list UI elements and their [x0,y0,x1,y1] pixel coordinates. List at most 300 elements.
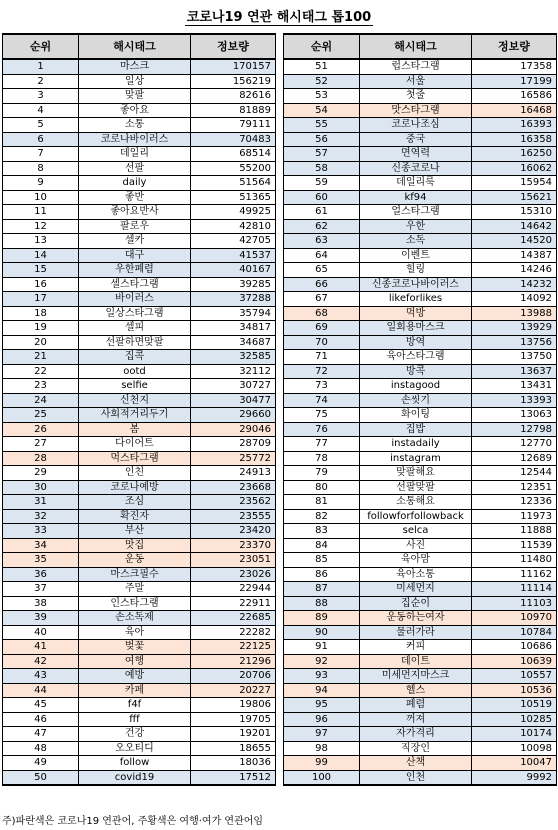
cell-tag: 건강 [79,727,191,742]
cell-tag: 방콕 [360,364,472,379]
table-row [3,727,276,742]
cell-count: 34817 [191,321,276,336]
cell-tag: followforfollowback [360,509,472,524]
cell-rank: 7 [3,147,79,162]
cell-count: 13988 [472,306,557,321]
cell-rank: 86 [284,567,360,582]
cell-count: 51564 [191,176,276,191]
cell-rank: 51 [284,59,360,74]
table-row [284,292,557,307]
cell-rank: 80 [284,480,360,495]
cell-count: 19705 [191,712,276,727]
cell-rank: 17 [3,292,79,307]
cell-tag: f4f [79,698,191,713]
cell-count: 17199 [472,74,557,89]
table-row [3,263,276,278]
cell-count: 10557 [472,669,557,684]
table-row [284,524,557,539]
cell-tag: 헬스 [360,683,472,698]
cell-rank: 39 [3,611,79,626]
table-row [3,118,276,133]
cell-tag: 카페 [79,683,191,698]
table-row [284,263,557,278]
cell-count: 11973 [472,509,557,524]
cell-count: 17512 [191,770,276,785]
cell-rank: 84 [284,538,360,553]
cell-count: 81889 [191,103,276,118]
cell-count: 11162 [472,567,557,582]
cell-count: 51365 [191,190,276,205]
cell-rank: 75 [284,408,360,423]
cell-tag: 일상스타그램 [79,306,191,321]
table-row [284,712,557,727]
table-row [284,669,557,684]
table-row [3,335,276,350]
cell-rank: 40 [3,625,79,640]
table-row [284,654,557,669]
table-row [3,437,276,452]
cell-tag: 인천 [360,770,472,785]
cell-tag: 데일리룩 [360,176,472,191]
cell-count: 10784 [472,625,557,640]
cell-tag: 선팔 [79,161,191,176]
table-row [3,698,276,713]
cell-rank: 100 [284,770,360,785]
cell-tag: 벚꽃 [79,640,191,655]
table-row [3,596,276,611]
cell-count: 14092 [472,292,557,307]
table-row [284,306,557,321]
cell-rank: 22 [3,364,79,379]
cell-rank: 2 [3,74,79,89]
table-row [284,553,557,568]
cell-rank: 27 [3,437,79,452]
cell-count: 23370 [191,538,276,553]
cell-count: 10285 [472,712,557,727]
table-row [3,611,276,626]
cell-count: 14246 [472,263,557,278]
header-tag: 해시태그 [79,34,191,59]
table-row [284,205,557,220]
cell-count: 15954 [472,176,557,191]
table-row [284,234,557,249]
cell-tag: ootd [79,364,191,379]
table-row [3,451,276,466]
cell-tag: 데이트 [360,654,472,669]
cell-count: 12544 [472,466,557,481]
table-row [3,712,276,727]
cell-rank: 93 [284,669,360,684]
table-row [3,292,276,307]
cell-count: 11114 [472,582,557,597]
cell-tag: 운동하는여자 [360,611,472,626]
table-row [284,451,557,466]
cell-count: 13637 [472,364,557,379]
cell-rank: 34 [3,538,79,553]
table-row [284,727,557,742]
table-row [284,770,557,785]
cell-tag: 면역력 [360,147,472,162]
cell-tag: 신종코로나 [360,161,472,176]
cell-count: 156219 [191,74,276,89]
cell-count: 82616 [191,89,276,104]
cell-count: 23555 [191,509,276,524]
cell-count: 10519 [472,698,557,713]
cell-rank: 6 [3,132,79,147]
cell-count: 16468 [472,103,557,118]
cell-rank: 56 [284,132,360,147]
cell-count: 22125 [191,640,276,655]
cell-tag: 산책 [360,756,472,771]
table-row [3,176,276,191]
table-row [284,132,557,147]
cell-rank: 47 [3,727,79,742]
cell-rank: 5 [3,118,79,133]
cell-count: 11480 [472,553,557,568]
cell-tag: 운동 [79,553,191,568]
table-row [284,161,557,176]
cell-count: 10686 [472,640,557,655]
cell-tag: 예방 [79,669,191,684]
cell-rank: 33 [3,524,79,539]
cell-rank: 78 [284,451,360,466]
cell-tag: 코로나바이러스 [79,132,191,147]
cell-count: 11888 [472,524,557,539]
cell-tag: 신천지 [79,393,191,408]
cell-tag: 코로나예방 [79,480,191,495]
table-row [284,364,557,379]
cell-count: 12336 [472,495,557,510]
cell-tag: 좋아요반사 [79,205,191,220]
cell-rank: 65 [284,263,360,278]
cell-rank: 96 [284,712,360,727]
table-row [3,103,276,118]
cell-count: 41537 [191,248,276,263]
cell-rank: 49 [3,756,79,771]
table-row [3,654,276,669]
table-header-row [3,34,276,59]
cell-tag: 집콕 [79,350,191,365]
cell-count: 22911 [191,596,276,611]
header-tag: 해시태그 [360,34,472,59]
table-row [3,277,276,292]
table-row [284,480,557,495]
cell-tag: selfie [79,379,191,394]
cell-count: 12770 [472,437,557,452]
cell-count: 16358 [472,132,557,147]
cell-tag: 육아맘 [360,553,472,568]
cell-tag: 팔로우 [79,219,191,234]
cell-rank: 29 [3,466,79,481]
cell-tag: 조심 [79,495,191,510]
cell-rank: 81 [284,495,360,510]
cell-rank: 41 [3,640,79,655]
cell-rank: 79 [284,466,360,481]
cell-tag: 데일리 [79,147,191,162]
table-row [3,161,276,176]
cell-rank: 23 [3,379,79,394]
table-row [3,538,276,553]
cell-count: 18036 [191,756,276,771]
table-row [284,219,557,234]
cell-rank: 3 [3,89,79,104]
cell-rank: 45 [3,698,79,713]
table-row [284,393,557,408]
cell-tag: 이벤트 [360,248,472,263]
cell-count: 29046 [191,422,276,437]
cell-tag: 사진 [360,538,472,553]
cell-count: 10174 [472,727,557,742]
cell-tag: 셀카 [79,234,191,249]
cell-count: 16250 [472,147,557,162]
cell-rank: 38 [3,596,79,611]
cell-tag: instadaily [360,437,472,452]
cell-count: 16062 [472,161,557,176]
table-row [3,89,276,104]
table-row [3,582,276,597]
table-row [284,103,557,118]
table-row [284,582,557,597]
table-row [3,393,276,408]
table-row [284,147,557,162]
cell-count: 21296 [191,654,276,669]
table-row [284,408,557,423]
cell-tag: 신종코로나바이러스 [360,277,472,292]
cell-tag: 소통해요 [360,495,472,510]
cell-tag: 일회용마스크 [360,321,472,336]
cell-count: 68514 [191,147,276,162]
cell-rank: 9 [3,176,79,191]
cell-rank: 90 [284,625,360,640]
table-row [284,350,557,365]
cell-tag: 바이러스 [79,292,191,307]
title-text: 코로나19 연관 해시태그 톱100 [186,10,372,25]
cell-rank: 89 [284,611,360,626]
table-row [3,509,276,524]
cell-count: 37288 [191,292,276,307]
cell-tag: 봄 [79,422,191,437]
cell-rank: 57 [284,147,360,162]
table-row [284,74,557,89]
cell-tag: 선팔맞팔 [360,480,472,495]
cell-count: 35794 [191,306,276,321]
cell-count: 20227 [191,683,276,698]
cell-rank: 62 [284,219,360,234]
table-row [284,422,557,437]
cell-rank: 95 [284,698,360,713]
cell-tag: 좋아요 [79,103,191,118]
cell-count: 10098 [472,741,557,756]
cell-rank: 35 [3,553,79,568]
table-row [3,756,276,771]
table-row [284,379,557,394]
cell-tag: 자가격리 [360,727,472,742]
cell-rank: 50 [3,770,79,785]
table-row [3,466,276,481]
cell-tag: 먹방 [360,306,472,321]
cell-rank: 12 [3,219,79,234]
cell-tag: 확진자 [79,509,191,524]
table-row [284,437,557,452]
cell-count: 29660 [191,408,276,423]
table-row [3,553,276,568]
hashtag-table-left [2,33,276,786]
table-row [3,219,276,234]
cell-rank: 68 [284,306,360,321]
cell-rank: 55 [284,118,360,133]
table-row [284,756,557,771]
cell-rank: 28 [3,451,79,466]
cell-rank: 85 [284,553,360,568]
cell-count: 13393 [472,393,557,408]
cell-tag: instagood [360,379,472,394]
cell-tag: instagram [360,451,472,466]
table-row [3,640,276,655]
table-row [3,495,276,510]
cell-count: 14520 [472,234,557,249]
cell-tag: 부산 [79,524,191,539]
cell-rank: 32 [3,509,79,524]
table-row [284,190,557,205]
cell-count: 25772 [191,451,276,466]
cell-rank: 74 [284,393,360,408]
cell-count: 32112 [191,364,276,379]
cell-tag: 셀스타그램 [79,277,191,292]
cell-count: 14387 [472,248,557,263]
cell-rank: 69 [284,321,360,336]
cell-count: 22282 [191,625,276,640]
table-row [3,350,276,365]
cell-rank: 36 [3,567,79,582]
table-row [284,625,557,640]
table-row [3,147,276,162]
cell-tag: 중국 [360,132,472,147]
cell-count: 10536 [472,683,557,698]
cell-tag: 코로나조심 [360,118,472,133]
table-row [3,379,276,394]
cell-rank: 16 [3,277,79,292]
table-row [284,567,557,582]
cell-rank: 76 [284,422,360,437]
cell-rank: 72 [284,364,360,379]
cell-rank: 48 [3,741,79,756]
table-row [284,59,557,74]
header-count: 정보량 [472,34,557,59]
cell-tag: 소독 [360,234,472,249]
table-row [284,335,557,350]
cell-tag: 화이팅 [360,408,472,423]
cell-count: 40167 [191,263,276,278]
cell-count: 23668 [191,480,276,495]
cell-tag: 직장인 [360,741,472,756]
header-count: 정보량 [191,34,276,59]
header-rank: 순위 [3,34,79,59]
cell-count: 32585 [191,350,276,365]
cell-count: 14232 [472,277,557,292]
cell-tag: 대구 [79,248,191,263]
cell-count: 10639 [472,654,557,669]
cell-tag: follow [79,756,191,771]
cell-rank: 8 [3,161,79,176]
cell-count: 12351 [472,480,557,495]
cell-rank: 30 [3,480,79,495]
table-row [3,480,276,495]
cell-rank: 14 [3,248,79,263]
cell-tag: 여행 [79,654,191,669]
table-row [284,538,557,553]
cell-count: 23420 [191,524,276,539]
cell-count: 12798 [472,422,557,437]
cell-tag: 일상 [79,74,191,89]
cell-tag: 꺼져 [360,712,472,727]
table-row [3,524,276,539]
cell-rank: 11 [3,205,79,220]
footnote: 주)파란색은 코로나19 연관어, 주황색은 여행·여가 연관어임 [2,816,264,827]
cell-tag: 맛집 [79,538,191,553]
table-row [284,466,557,481]
cell-rank: 82 [284,509,360,524]
cell-count: 42810 [191,219,276,234]
cell-count: 11539 [472,538,557,553]
cell-rank: 37 [3,582,79,597]
cell-rank: 97 [284,727,360,742]
cell-tag: 미세먼지마스크 [360,669,472,684]
cell-count: 13756 [472,335,557,350]
cell-tag: 얼스타그램 [360,205,472,220]
cell-count: 34687 [191,335,276,350]
cell-tag: 우한 [360,219,472,234]
cell-tag: 사회적거리두기 [79,408,191,423]
cell-rank: 26 [3,422,79,437]
cell-count: 170157 [191,59,276,74]
cell-rank: 43 [3,669,79,684]
cell-rank: 13 [3,234,79,249]
cell-count: 19201 [191,727,276,742]
cell-count: 11103 [472,596,557,611]
cell-count: 23562 [191,495,276,510]
cell-count: 12689 [472,451,557,466]
cell-tag: daily [79,176,191,191]
cell-count: 42705 [191,234,276,249]
table-row [284,596,557,611]
table-row [284,248,557,263]
cell-count: 10970 [472,611,557,626]
table-row [3,741,276,756]
cell-tag: 주말 [79,582,191,597]
cell-count: 30477 [191,393,276,408]
cell-rank: 67 [284,292,360,307]
table-row [3,408,276,423]
cell-count: 14642 [472,219,557,234]
cell-count: 19806 [191,698,276,713]
cell-rank: 46 [3,712,79,727]
cell-rank: 99 [284,756,360,771]
cell-rank: 91 [284,640,360,655]
table-row [3,364,276,379]
cell-tag: kf94 [360,190,472,205]
cell-rank: 87 [284,582,360,597]
table-row [3,205,276,220]
cell-tag: 인스타그램 [79,596,191,611]
cell-tag: 육아 [79,625,191,640]
cell-count: 15310 [472,205,557,220]
table-row [284,741,557,756]
cell-tag: 좋반 [79,190,191,205]
table-row [3,132,276,147]
cell-tag: covid19 [79,770,191,785]
cell-count: 55200 [191,161,276,176]
cell-tag: 집밥 [360,422,472,437]
